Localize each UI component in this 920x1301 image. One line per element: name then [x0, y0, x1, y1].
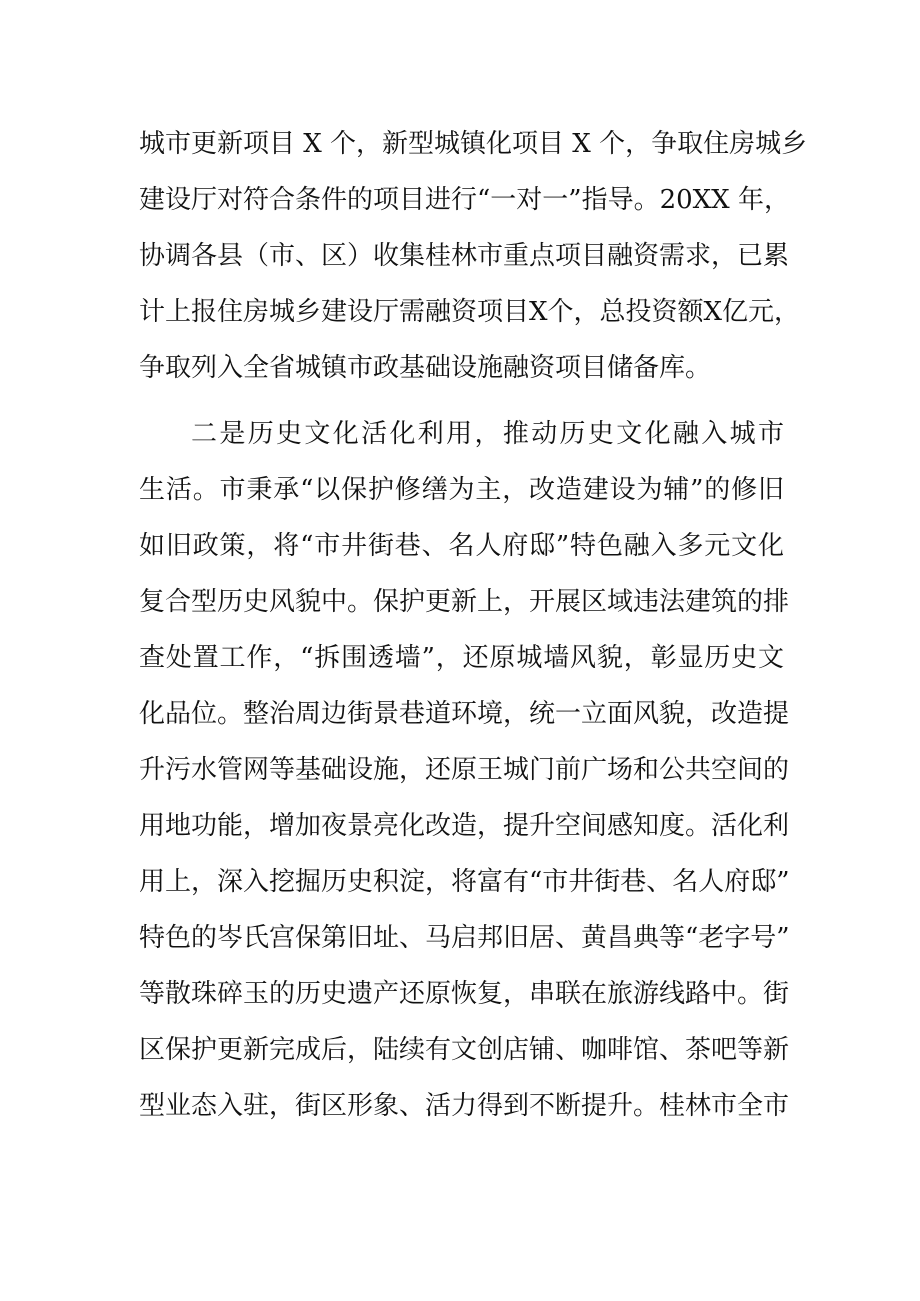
paragraph-line: 争取列入全省城镇市政基础设施融资项目储备库。 [139, 353, 712, 383]
paragraph-line: 特色的岑氏宫保第旧址、马启邦旧居、黄昌典等“老字号” [139, 923, 790, 953]
paragraph-line: 建设厅对符合条件的项目进行“一对一”指导。20XX 年， [139, 185, 790, 215]
paragraph-line: 用地功能，增加夜景亮化改造，提升空间感知度。活化利 [139, 811, 790, 841]
paragraph-line: 计上报住房城乡建设厅需融资项目X个，总投资额X亿元， [139, 297, 801, 327]
paragraph-line: 等散珠碎玉的历史遗产还原恢复，串联在旅游线路中。街 [139, 979, 790, 1009]
paragraph-line: 复合型历史风貌中。保护更新上，开展区域违法建筑的排 [139, 587, 790, 617]
paragraph-line: 二是历史文化活化利用，推动历史文化融入城市 [191, 419, 784, 449]
paragraph-line: 生活。市秉承“以保护修缮为主，改造建设为辅”的修旧 [139, 475, 784, 505]
paragraph-line: 如旧政策，将“市井街巷、名人府邸”特色融入多元文化 [139, 531, 784, 561]
paragraph-line: 化品位。整治周边街景巷道环境，统一立面风貌，改造提 [139, 699, 790, 729]
paragraph-line: 升污水管网等基础设施，还原王城门前广场和公共空间的 [139, 755, 790, 785]
paragraph-line: 城市更新项目 X 个，新型城镇化项目 X 个，争取住房城乡 [139, 129, 808, 159]
paragraph-line: 查处置工作，“拆围透墙”，还原城墙风貌，彰显历史文 [139, 643, 784, 673]
paragraph-line: 区保护更新完成后，陆续有文创店铺、咖啡馆、茶吧等新 [139, 1035, 790, 1065]
paragraph-line: 协调各县（市、区）收集桂林市重点项目融资需求，已累 [139, 241, 790, 271]
paragraph-line: 型业态入驻，街区形象、活力得到不断提升。桂林市全市 [139, 1091, 790, 1121]
paragraph-line: 用上，深入挖掘历史积淀，将富有“市井街巷、名人府邸” [139, 867, 790, 897]
